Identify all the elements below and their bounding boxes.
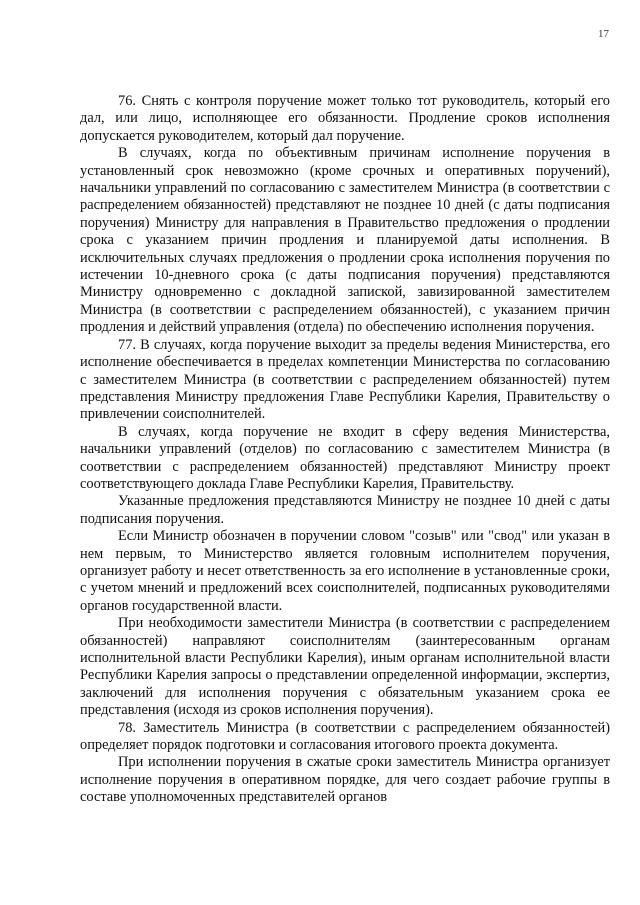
paragraph-76: 76. Снять с контроля поручение может только тот руководитель, который его дал, или лицо, исполняющее его обязанности. Продление сроков исполнения допускается руководителем, который дал поручение. bbox=[80, 93, 610, 144]
paragraph-outside-scope: В случаях, когда поручение не входит в сферу ведения Министерства, начальники управлений (отделов) по согласованию с заместителем Министра (в соответствии с распределением обязанностей) представляют Министру проект соответствующего доклада Главе Республики Карелия, Правительству. bbox=[80, 423, 610, 492]
paragraph-lead-executor: Если Министр обозначен в поручении словом "созыв" или "свод" или указан в нем первым, то Министерство является головным исполнителем поручения, организует работу и несет ответственность за его исполнение в установленные сроки, с учетом мнений и предложений всех соисполнителей, подписанных руководителями органов государственной власти. bbox=[80, 528, 610, 614]
paragraph-urgent-execution: При исполнении поручения в сжатые сроки заместитель Министра организует исполнение поручения в оперативном порядке, для чего создает рабочие группы в составе уполномоченных представителей органов bbox=[80, 754, 610, 806]
document-body bbox=[80, 93, 610, 807]
paragraph-extension-procedure: В случаях, когда по объективным причинам исполнение поручения в установленный срок невозможно (кроме срочных и оперативных поручений), начальники управлений по согласованию с заместителем Министра (в соответствии с распределением обязанностей) представляют не позднее 10 дней (с даты подписания поручения) Министру для направления в Правительство предложения о продлении срока с указанием причин продления и планируемой даты исполнения. В исключительных случаях предложения о продлении срока исполнения поручения по истечении 10-дневного срока (с даты подписания поручения) представляются Министру одновременно с докладной запиской, завизированной заместителем Министра (в соответствии с распределением обязанностей), с указанием причин продления и действий управления (отдела) по обеспечению исполнения поручения. bbox=[80, 145, 610, 336]
paragraph-proposals-deadline: Указанные предложения представляются Министру не позднее 10 дней с даты подписания поручения. bbox=[80, 493, 610, 527]
paragraph-requests: При необходимости заместители Министра (в соответствии с распределением обязанностей) направляют соисполнителям (заинтересованным органам исполнительной власти Республики Карелия), иным органам исполнительной власти Республики Карелия запросы о представлении определенной информации, экспертиз, заключений для исполнения поручения с обязательным указанием срока ее представления (исходя из сроков исполнения поручения). bbox=[80, 615, 610, 719]
page-number: 17 bbox=[598, 28, 609, 40]
paragraph-77: 77. В случаях, когда поручение выходит за пределы ведения Министерства, его исполнение обеспечивается в пределах компетенции Министерства по согласованию с заместителем Министра (в соответствии с распределением обязанностей) путем представления Министру предложения Главе Республики Карелия, Правительству о привлечении соисполнителей. bbox=[80, 336, 610, 423]
paragraph-78: 78. Заместитель Министра (в соответствии с распределением обязанностей) определяет порядок подготовки и согласования итогового проекта документа. bbox=[80, 719, 610, 754]
